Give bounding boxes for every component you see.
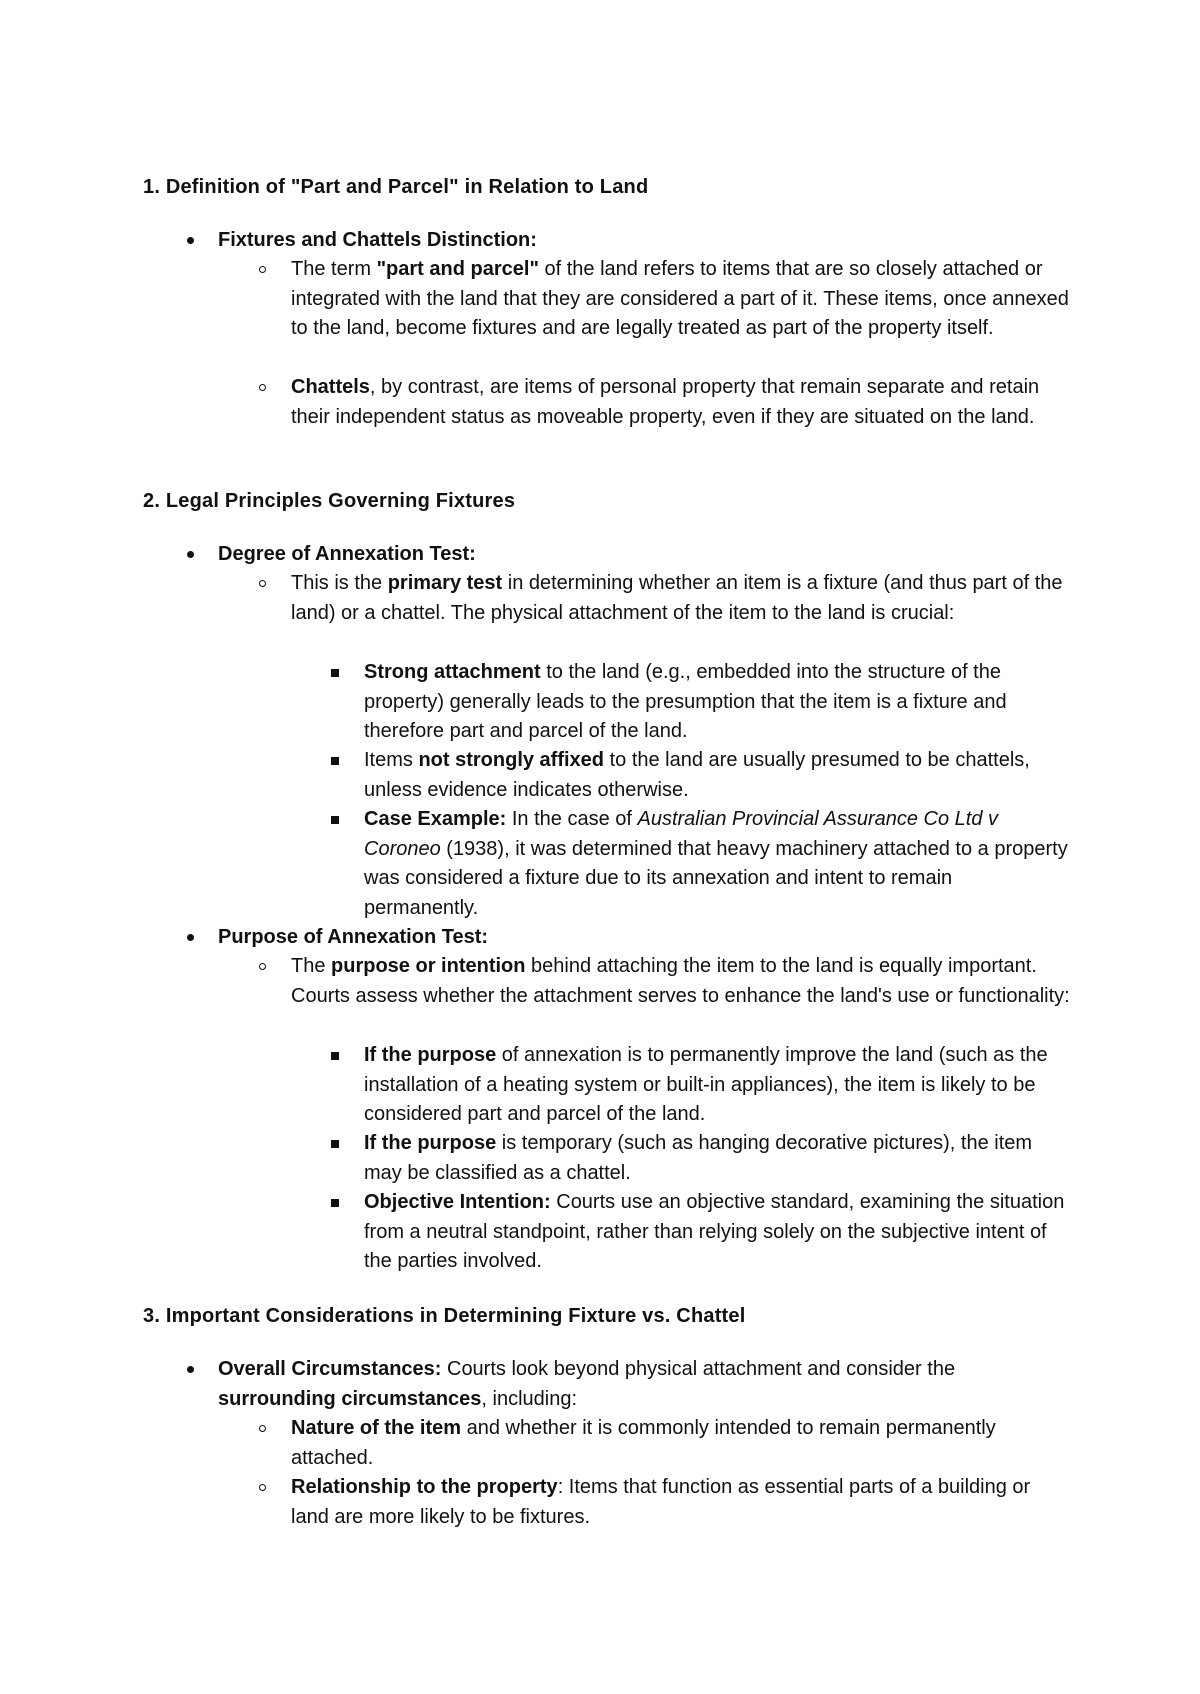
- list-item: Degree of Annexation Test:: [218, 540, 1078, 570]
- section-3-heading: 3. Important Considerations in Determining Fixture vs. Chattel: [143, 1305, 746, 1327]
- section-2-heading: 2. Legal Principles Governing Fixtures: [143, 490, 516, 512]
- circle-bullet-icon: [259, 373, 266, 403]
- list-item: Strong attachment to the land (e.g., embedded into the structure of the property) generally leads to the presumption that the item is a fixture and therefore part and parcel of the land.: [364, 658, 1070, 747]
- circle-bullet-icon: [259, 1473, 266, 1503]
- square-bullet-icon: [331, 1129, 339, 1159]
- section-1-heading: 1. Definition of "Part and Parcel" in Relation to Land: [143, 176, 649, 198]
- square-bullet-icon: [331, 805, 339, 835]
- list-item: If the purpose of annexation is to permanently improve the land (such as the installation of a heating system or built-in appliances), the item is likely to be considered part and parcel of the land.: [364, 1041, 1070, 1130]
- disc-bullet-icon: [187, 1355, 194, 1385]
- square-bullet-icon: [331, 1188, 339, 1218]
- square-bullet-icon: [331, 1041, 339, 1071]
- list-item: If the purpose is temporary (such as hanging decorative pictures), the item may be classified as a chattel.: [364, 1129, 1070, 1188]
- list-item: Overall Circumstances: Courts look beyond physical attachment and consider the surrounding circumstances, including:: [218, 1355, 1078, 1414]
- list-item: Case Example: In the case of Australian Provincial Assurance Co Ltd v Coroneo (1938), it was determined that heavy machinery attached to a property was considered a fixture due to its annexation and intent to remain permanently.: [364, 805, 1070, 923]
- list-item: Objective Intention: Courts use an objective standard, examining the situation from a neutral standpoint, rather than relying solely on the subjective intent of the parties involved.: [364, 1188, 1070, 1277]
- list-item: Chattels, by contrast, are items of personal property that remain separate and retain their independent status as moveable property, even if they are situated on the land.: [291, 373, 1071, 432]
- circle-bullet-icon: [259, 1414, 266, 1444]
- list-item: Relationship to the property: Items that function as essential parts of a building or land are more likely to be fixtures.: [291, 1473, 1071, 1532]
- circle-bullet-icon: [259, 569, 266, 599]
- list-item: Items not strongly affixed to the land are usually presumed to be chattels, unless evidence indicates otherwise.: [364, 746, 1070, 805]
- list-item: The term "part and parcel" of the land refers to items that are so closely attached or integrated with the land that they are considered a part of it. These items, once annexed to the land, become fixtures and are legally treated as part of the property itself.: [291, 255, 1071, 344]
- disc-bullet-icon: [187, 540, 194, 570]
- disc-bullet-icon: [187, 226, 194, 256]
- list-item: Nature of the item and whether it is commonly intended to remain permanently attached.: [291, 1414, 1071, 1473]
- list-item: The purpose or intention behind attaching the item to the land is equally important. Courts assess whether the attachment serves to enhance the land's use or functionality:: [291, 952, 1071, 1011]
- circle-bullet-icon: [259, 952, 266, 982]
- list-item: This is the primary test in determining whether an item is a fixture (and thus part of the land) or a chattel. The physical attachment of the item to the land is crucial:: [291, 569, 1071, 628]
- disc-bullet-icon: [187, 923, 194, 953]
- circle-bullet-icon: [259, 255, 266, 285]
- list-item: Purpose of Annexation Test:: [218, 923, 1078, 953]
- list-item: Fixtures and Chattels Distinction:: [218, 226, 1078, 256]
- square-bullet-icon: [331, 746, 339, 776]
- square-bullet-icon: [331, 658, 339, 688]
